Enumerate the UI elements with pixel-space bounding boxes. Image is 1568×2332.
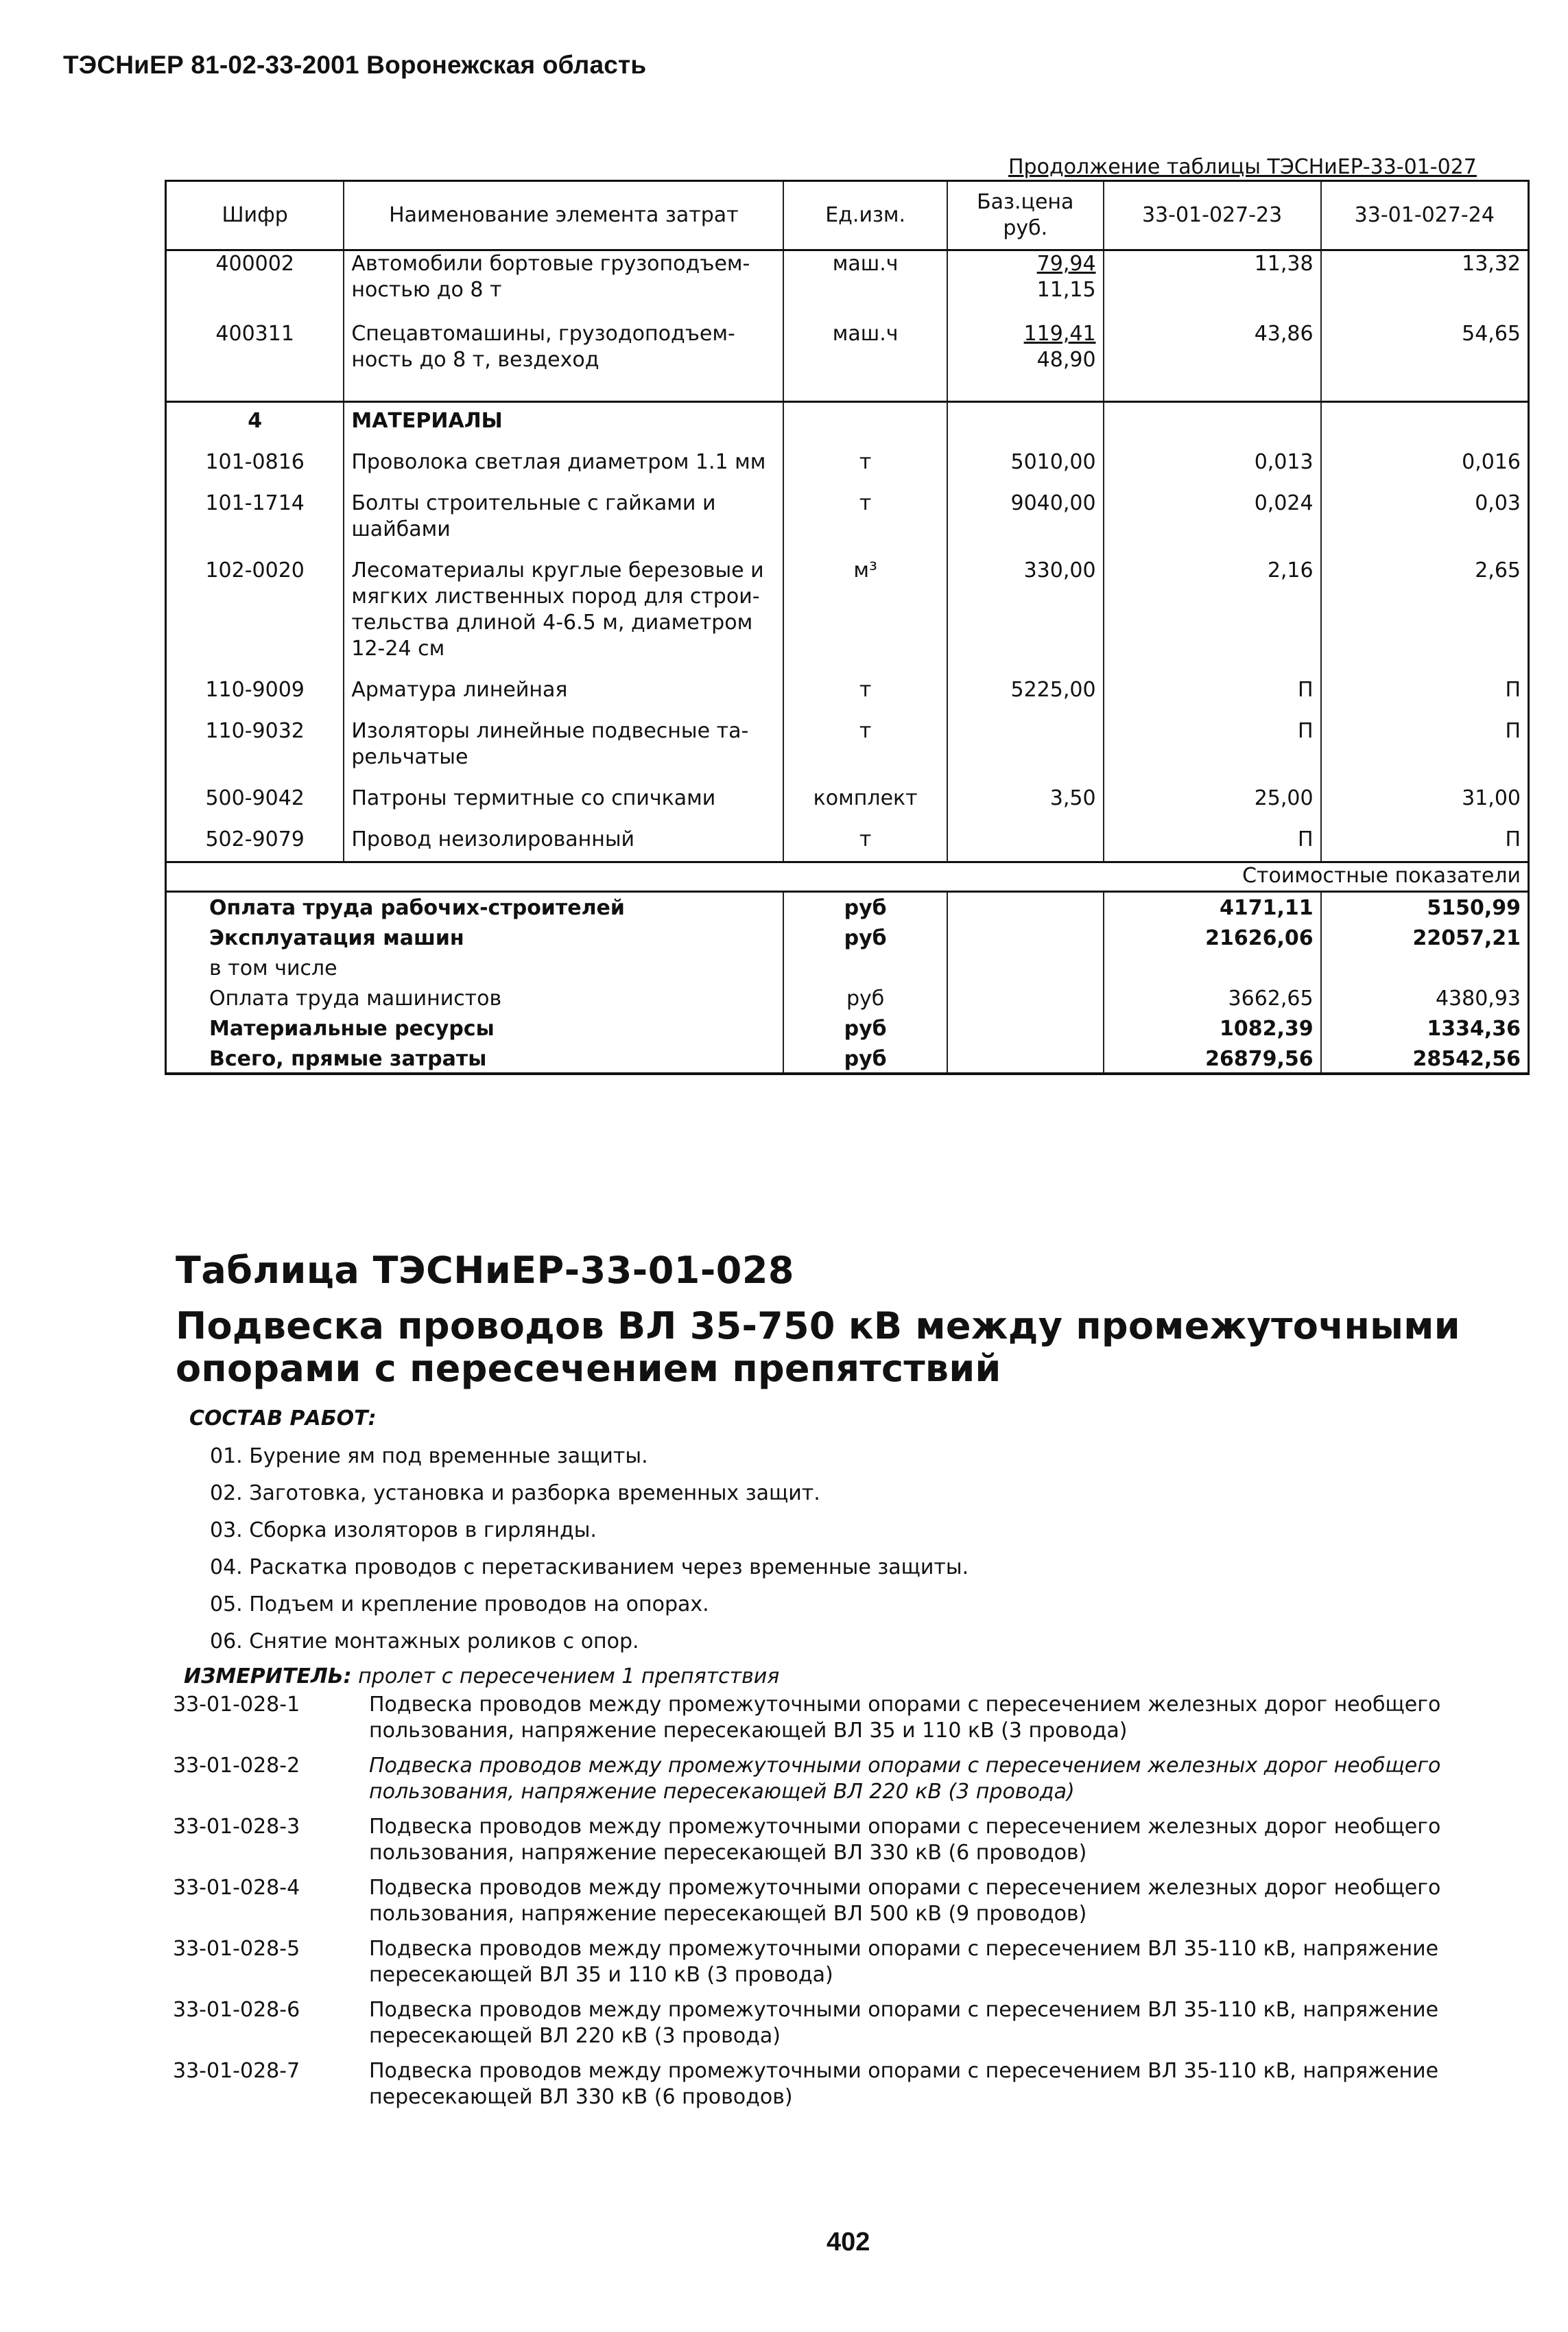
- col-header-name: Наименование элемента затрат: [344, 181, 783, 250]
- row-unit: т: [783, 703, 947, 770]
- list-item: [173, 2058, 1531, 2110]
- row-value-23: П: [1104, 703, 1321, 770]
- row-price: 5010,00: [947, 434, 1104, 475]
- summary-value-23: 21626,06: [1104, 921, 1321, 952]
- row-code: 101-0816: [166, 434, 344, 475]
- summary-row: [166, 952, 1529, 982]
- indicators-label: Стоимостные показатели: [166, 862, 1529, 892]
- row-value-24: 54,65: [1321, 321, 1529, 373]
- list-item: [173, 1875, 1531, 1927]
- list-item: [173, 1753, 1531, 1805]
- row-name: Лесоматериалы круглые березовые и мягких лиственных пород для строи-тельства длиной 4-6.5 м, диаметром 12-24 см: [344, 543, 783, 662]
- summary-row: [166, 982, 1529, 1012]
- row-code: 101-1714: [166, 475, 344, 543]
- summary-row: [166, 1012, 1529, 1042]
- item-text: Подвеска проводов между промежуточными опорами с пересечением железных дорог необщего пользования, напряжение пересекающей ВЛ 500 кВ (9 проводов): [369, 1876, 1441, 1926]
- summary-label: Всего, прямые затраты: [166, 1042, 784, 1074]
- table-row: [166, 662, 1529, 703]
- indicators-row: [166, 862, 1529, 892]
- summary-row: [166, 921, 1529, 952]
- col-header-unit: Ед.изм.: [783, 181, 947, 250]
- table-row: [166, 434, 1529, 475]
- row-unit: маш.ч: [783, 250, 947, 304]
- summary-row: [166, 892, 1529, 922]
- item-code: 33-01-028-3: [173, 1815, 300, 1839]
- table-continuation-caption: Продолжение таблицы ТЭСНиЕР-33-01-027: [1008, 155, 1477, 179]
- row-value-23: 2,16: [1104, 543, 1321, 662]
- table-row: [166, 543, 1529, 662]
- row-value-24: 13,32: [1321, 250, 1529, 304]
- row-code: 400002: [166, 250, 344, 304]
- row-value-24: 0,016: [1321, 434, 1529, 475]
- row-value-23: П: [1104, 662, 1321, 703]
- price-value: 79,94: [1036, 252, 1096, 276]
- table-subtitle: Подвеска проводов ВЛ 35-750 кВ между промежуточными опорами с пересечением препятствий: [176, 1304, 1460, 1390]
- section-title: МАТЕРИАЛЫ: [344, 402, 783, 435]
- row-unit: маш.ч: [783, 321, 947, 373]
- summary-value-23: [1104, 952, 1321, 982]
- section-number: 4: [166, 402, 344, 435]
- row-code: 400311: [166, 321, 344, 373]
- summary-unit: руб: [783, 1012, 947, 1042]
- item-text: Подвеска проводов между промежуточными опорами с пересечением железных дорог необщего пользования, напряжение пересекающей ВЛ 220 кВ (3 провода): [369, 1754, 1441, 1804]
- cost-table: [165, 180, 1530, 1075]
- summary-value-23: 3662,65: [1104, 982, 1321, 1012]
- summary-value-23: 26879,56: [1104, 1042, 1321, 1074]
- row-code: 110-9032: [166, 703, 344, 770]
- summary-label: в том числе: [166, 952, 784, 982]
- row-price: 330,00: [947, 543, 1104, 662]
- row-price: [947, 703, 1104, 770]
- row-value-24: 31,00: [1321, 770, 1529, 812]
- row-unit: м³: [783, 543, 947, 662]
- price-value: 119,41: [1023, 322, 1096, 346]
- item-text: Подвеска проводов между промежуточными опорами с пересечением железных дорог необщего пользования, напряжение пересекающей ВЛ 35 и 110 кВ (3 провода): [369, 1693, 1441, 1743]
- price-wage-value: 11,15: [1036, 278, 1096, 302]
- row-unit: т: [783, 475, 947, 543]
- item-text: Подвеска проводов между промежуточными опорами с пересечением ВЛ 35-110 кВ, напряжение пересекающей ВЛ 220 кВ (3 провода): [369, 1998, 1439, 2048]
- list-item: 01. Бурение ям под временные защиты.: [210, 1444, 648, 1468]
- row-name: Патроны термитные со спичками: [344, 770, 783, 812]
- table-row: [166, 812, 1529, 862]
- row-unit: т: [783, 812, 947, 862]
- summary-unit: руб: [783, 982, 947, 1012]
- list-item: 02. Заготовка, установка и разборка временных защит.: [210, 1481, 820, 1505]
- row-name: Арматура линейная: [344, 662, 783, 703]
- item-code: 33-01-028-7: [173, 2059, 300, 2083]
- summary-unit: [783, 952, 947, 982]
- row-name: Изоляторы линейные подвесные та-рельчатые: [344, 703, 783, 770]
- row-name: Проволока светлая диаметром 1.1 мм: [344, 434, 783, 475]
- summary-value-24: 5150,99: [1427, 896, 1521, 920]
- price-wage-value: 48,90: [1036, 348, 1096, 372]
- list-item: [173, 1814, 1531, 1866]
- col-header-price: Баз.цена руб.: [947, 181, 1104, 250]
- row-name: Спецавтомашины, грузодоподъем-ность до 8 т, вездеход: [344, 321, 783, 373]
- list-item: 06. Снятие монтажных роликов с опор.: [210, 1629, 639, 1653]
- row-unit: т: [783, 434, 947, 475]
- row-value-24: П: [1321, 662, 1529, 703]
- item-code: 33-01-028-1: [173, 1693, 300, 1717]
- meter-label: ИЗМЕРИТЕЛЬ:: [184, 1664, 352, 1688]
- row-value-23: 0,024: [1104, 475, 1321, 543]
- row-code: 502-9079: [166, 812, 344, 862]
- row-value-24: П: [1321, 703, 1529, 770]
- row-price: 3,50: [947, 770, 1104, 812]
- row-code: 110-9009: [166, 662, 344, 703]
- summary-label: Эксплуатация машин: [166, 921, 784, 952]
- norm-items: [173, 1692, 1531, 2119]
- summary-unit: руб: [783, 892, 947, 922]
- table-row: [166, 321, 1529, 373]
- list-item: [173, 1692, 1531, 1744]
- list-item: [173, 1997, 1531, 2049]
- row-unit: т: [783, 662, 947, 703]
- row-spacer: [166, 373, 1529, 402]
- col-header-variant-24: 33-01-027-24: [1321, 181, 1529, 250]
- summary-value-24: 22057,21: [1412, 926, 1521, 950]
- meter-line: [184, 1664, 779, 1688]
- section-row: [166, 402, 1529, 435]
- item-code: 33-01-028-5: [173, 1937, 300, 1961]
- row-spacer: [166, 303, 1529, 321]
- item-text: Подвеска проводов между промежуточными опорами с пересечением ВЛ 35-110 кВ, напряжение пересекающей ВЛ 330 кВ (6 проводов): [369, 2059, 1439, 2109]
- summary-value-23: 1082,39: [1104, 1012, 1321, 1042]
- row-price: [947, 812, 1104, 862]
- table-row: [166, 475, 1529, 543]
- summary-row: [166, 1042, 1529, 1074]
- row-price: 5225,00: [947, 662, 1104, 703]
- row-value-23: П: [1104, 812, 1321, 862]
- row-value-23: 43,86: [1104, 321, 1321, 373]
- summary-unit: руб: [783, 1042, 947, 1074]
- row-code: 500-9042: [166, 770, 344, 812]
- table-row: [166, 703, 1529, 770]
- summary-value-23: 4171,11: [1104, 892, 1321, 922]
- row-name: Болты строительные с гайками и шайбами: [344, 475, 783, 543]
- list-item: 03. Сборка изоляторов в гирлянды.: [210, 1518, 597, 1542]
- row-name: Провод неизолированный: [344, 812, 783, 862]
- row-value-24: П: [1321, 812, 1529, 862]
- row-price: 9040,00: [947, 475, 1104, 543]
- col-header-variant-23: 33-01-027-23: [1104, 181, 1321, 250]
- row-value-23: 0,013: [1104, 434, 1321, 475]
- item-code: 33-01-028-2: [173, 1754, 300, 1778]
- row-unit: комплект: [783, 770, 947, 812]
- item-code: 33-01-028-6: [173, 1998, 300, 2022]
- running-header: ТЭСНиЕР 81-02-33-2001 Воронежская область: [63, 51, 647, 79]
- page-number: 402: [827, 2228, 870, 2257]
- row-name: Автомобили бортовые грузоподъем-ностью до 8 т: [344, 250, 783, 304]
- summary-value-24: 28542,56: [1412, 1047, 1521, 1071]
- list-item: 04. Раскатка проводов с перетаскиванием через временные защиты.: [210, 1555, 969, 1579]
- row-price: [947, 321, 1104, 373]
- summary-label: Материальные ресурсы: [166, 1012, 784, 1042]
- item-code: 33-01-028-4: [173, 1876, 300, 1900]
- list-item: [173, 1936, 1531, 1988]
- table-title: Таблица ТЭСНиЕР-33-01-028: [176, 1249, 794, 1292]
- col-header-code: Шифр: [166, 181, 344, 250]
- row-price: [947, 250, 1104, 304]
- table-row: [166, 250, 1529, 304]
- row-value-24: 2,65: [1321, 543, 1529, 662]
- summary-value-24: [1321, 952, 1529, 982]
- works-list: [210, 1438, 969, 1660]
- works-heading: СОСТАВ РАБОТ:: [189, 1406, 377, 1430]
- list-item: 05. Подъем и крепление проводов на опорах.: [210, 1592, 709, 1616]
- item-text: Подвеска проводов между промежуточными опорами с пересечением железных дорог необщего пользования, напряжение пересекающей ВЛ 330 кВ (6 проводов): [369, 1815, 1441, 1865]
- row-value-23: 11,38: [1104, 250, 1321, 304]
- summary-unit: руб: [783, 921, 947, 952]
- row-value-23: 25,00: [1104, 770, 1321, 812]
- summary-label: Оплата труда машинистов: [166, 982, 784, 1012]
- meter-text: пролет с пересечением 1 препятствия: [358, 1664, 780, 1688]
- item-text: Подвеска проводов между промежуточными опорами с пересечением ВЛ 35-110 кВ, напряжение пересекающей ВЛ 35 и 110 кВ (3 провода): [369, 1937, 1439, 1987]
- summary-value-24: 4380,93: [1435, 987, 1521, 1011]
- summary-value-24: 1334,36: [1427, 1017, 1521, 1041]
- row-code: 102-0020: [166, 543, 344, 662]
- table-row: [166, 770, 1529, 812]
- table-header-row: [166, 181, 1529, 250]
- summary-label: Оплата труда рабочих-строителей: [166, 892, 784, 922]
- row-value-24: 0,03: [1321, 475, 1529, 543]
